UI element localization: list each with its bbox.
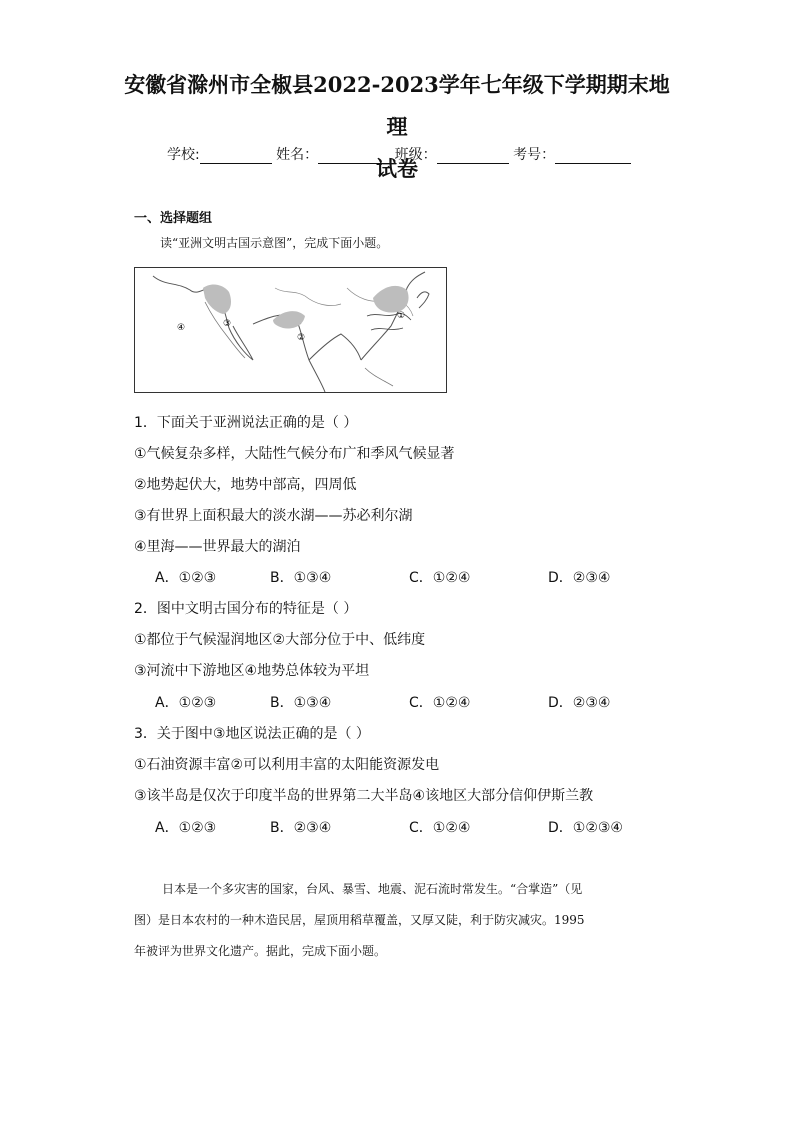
question-2-statement: ③河流中下游地区④地势总体较为平坦	[134, 663, 370, 679]
map-drawing	[135, 268, 446, 392]
exam-title-line2: 试卷	[376, 156, 418, 181]
map-label-3: ③	[223, 319, 232, 329]
map-label-1: ①	[397, 311, 406, 321]
class-label: 班级：	[394, 147, 437, 163]
map-label-4: ④	[177, 323, 186, 333]
exam-number-label: 考号：	[513, 147, 556, 163]
exam-title	[120, 64, 674, 190]
class-blank[interactable]	[437, 149, 509, 164]
option-c[interactable]: C．①②④	[409, 570, 471, 586]
option-c[interactable]: C．①②④	[409, 695, 471, 711]
question-3-stem: 3．关于图中③地区说法正确的是（ ）	[134, 726, 370, 742]
japan-passage	[134, 874, 662, 967]
option-a[interactable]: A．①②③	[155, 695, 217, 711]
map-label-2: ②	[297, 333, 306, 343]
name-label: 姓名：	[276, 147, 319, 163]
question-1-statement: ①气候复杂多样，大陆性气候分布广和季风气候显著	[134, 446, 455, 462]
name-blank[interactable]	[318, 149, 390, 164]
section-intro: 读“亚洲文明古国示意图”，完成下面小题。	[160, 236, 389, 250]
option-a[interactable]: A．①②③	[155, 570, 217, 586]
question-1-statement: ②地势起伏大，地势中部高，四周低	[134, 477, 357, 493]
option-a[interactable]: A．①②③	[155, 820, 217, 836]
question-1-statement: ③有世界上面积最大的淡水湖——苏必利尔湖	[134, 508, 413, 524]
option-c[interactable]: C．①②④	[409, 820, 471, 836]
passage-line: 年被评为世界文化遗产。据此，完成下面小题。	[134, 944, 387, 958]
question-3-statement: ①石油资源丰富②可以利用丰富的太阳能资源发电	[134, 757, 440, 773]
option-d[interactable]: D．①②③④	[548, 820, 623, 836]
student-info-row	[167, 144, 631, 164]
school-label: 学校:	[167, 147, 200, 163]
option-b[interactable]: B．①③④	[270, 695, 332, 711]
question-2-stem: 2．图中文明古国分布的特征是（ ）	[134, 601, 358, 617]
question-2-statement: ①都位于气候湿润地区②大部分位于中、低纬度	[134, 632, 426, 648]
exam-title-line1: 安徽省滁州市全椒县2022-2023学年七年级下学期期末地理	[124, 72, 670, 139]
passage-line: 图）是日本农村的一种木造民居，屋顶用稻草覆盖，又厚又陡，利于防灾减灾。1995	[134, 913, 585, 927]
question-1-stem: 1．下面关于亚洲说法正确的是（ ）	[134, 415, 358, 431]
passage-line: 日本是一个多灾害的国家，台风、暴雪、地震、泥石流时常发生。“合掌造”（见	[162, 882, 583, 896]
option-b[interactable]: B．②③④	[270, 820, 332, 836]
option-b[interactable]: B．①③④	[270, 570, 332, 586]
school-blank[interactable]	[200, 149, 272, 164]
question-3-statement: ③该半岛是仅次于印度半岛的世界第二大半岛④该地区大部分信仰伊斯兰教	[134, 788, 594, 804]
option-d[interactable]: D．②③④	[548, 695, 611, 711]
option-d[interactable]: D．②③④	[548, 570, 611, 586]
exam-number-blank[interactable]	[555, 149, 631, 164]
asia-civilization-map	[134, 267, 447, 393]
section-heading: 一、选择题组	[134, 211, 213, 226]
question-1-statement: ④里海——世界最大的湖泊	[134, 539, 301, 555]
